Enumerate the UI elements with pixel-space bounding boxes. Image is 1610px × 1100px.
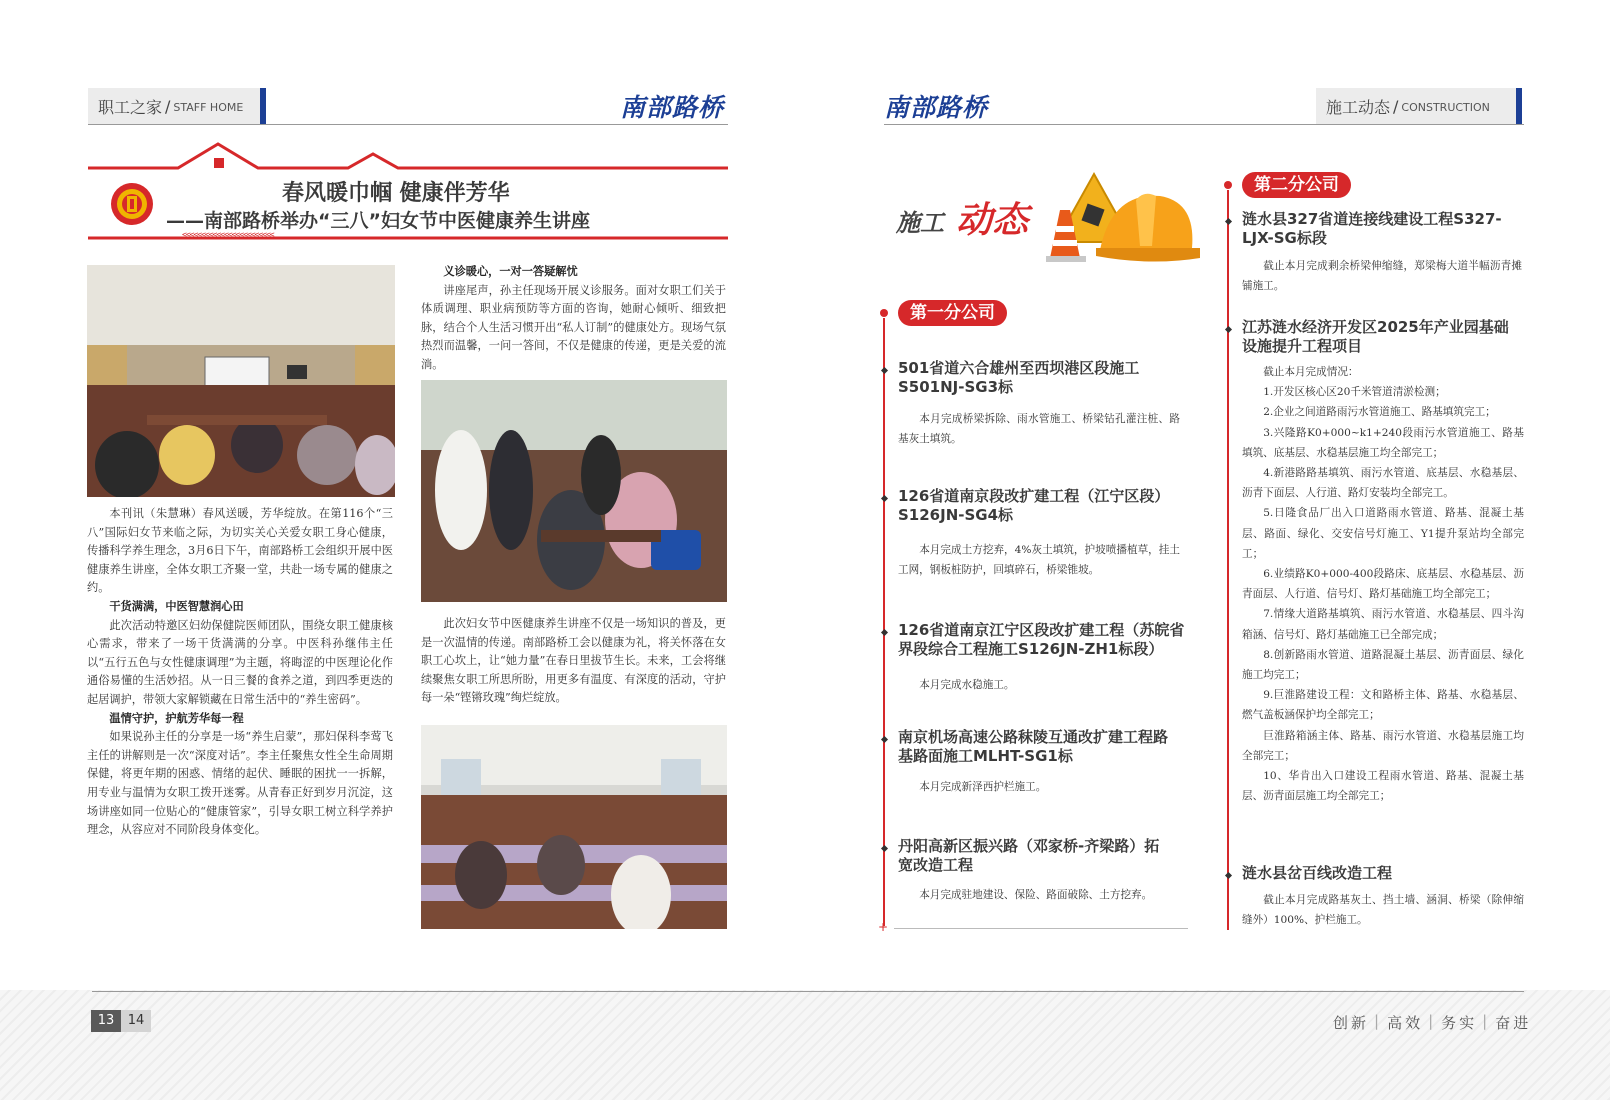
c1-project-4-text: 本月完成新泽西护栏施工。 <box>919 781 1047 793</box>
c2-project-2-body <box>1242 362 1524 806</box>
c1-project-5-text: 本月完成驻地建设、保险、路面破除、土方挖弃。 <box>919 889 1153 901</box>
banner-small-text: 施工 <box>896 208 944 237</box>
c1-project-1-title: 501省道六合雄州至西坝港区段施工S501NJ-SG3标 <box>898 359 1140 396</box>
company-2-label: 第二分公司 <box>1242 172 1351 198</box>
article-column-2-bottom <box>421 615 726 708</box>
article-column-1 <box>87 505 393 840</box>
paragraph-5: 此次妇女节中医健康养生讲座不仅是一场知识的普及，更是一次温情的传递。南部路桥工会以健康为礼，将关怀落在女职工心坎上，让“她力量”在春日里拔节生长。未来，工会将继续聚焦女职工所思所盼，用更多有温度、有深度的活动，守护每一朵“铿锵玫瑰”绚烂绽放。 <box>421 617 726 705</box>
c2-project-1-text: 截止本月完成剩余桥梁伸缩缝，郑梁梅大道半幅沥青摊铺施工。 <box>1242 260 1522 293</box>
c2-item: 8.创新路雨水管道、道路混凝土基层、沥青面层、绿化施工均完工； <box>1242 648 1524 682</box>
c2-item: 10、华肯出入口建设工程雨水管道、路基、混凝土基层、沥青面层施工均全部完工； <box>1242 770 1524 803</box>
c2-project-2-title: 江苏涟水经济开发区2025年产业园基础设施提升工程项目 <box>1242 318 1509 355</box>
footer-slogan <box>1333 1012 1531 1033</box>
photo-consultation <box>421 380 727 602</box>
slogan-divider: | <box>1428 1012 1437 1030</box>
slogan-word: 务实 <box>1441 1014 1478 1032</box>
c2-project-2-intro: 截止本月完成情况： <box>1263 366 1359 378</box>
header-rule-right <box>884 124 1524 125</box>
brand-logo-text: 南部路桥 <box>620 93 725 122</box>
header-rule <box>88 124 728 125</box>
company-1-label: 第一分公司 <box>898 300 1007 326</box>
article-subtitle: ——南部路桥举办“三八”妇女节中医健康养生讲座 <box>166 210 590 232</box>
chevron-ornament: <<<<<<<<<<<<<<<<<<<<<<<< <box>182 230 274 239</box>
c2-item: 5.日隆食品厂出入口道路雨水管道、路基、混凝土基层、路面、绿化、交安信号灯施工、Y1提升泵站均全部完工； <box>1242 507 1524 560</box>
paragraph-3: 如果说孙主任的分享是一场“养生启蒙”，那妇保科李莺飞主任的讲解则是一次“深度对话”。李主任聚焦女性全生命周期保健，将更年期的困惑、情绪的起伏、睡眠的困扰一一拆解，用专业与温情为女职工拨开迷雾。从青春正好到岁月沉淀，这场讲座如同一位贴心的“健康管家”，引导女职工树立科学养护理念，从容应对不同阶段身体变化。 <box>87 730 393 837</box>
slogan-word: 奋进 <box>1495 1014 1532 1032</box>
c2-item: 4.新港路路基填筑、雨污水管道、底基层、水稳基层、沥青下面层、人行道、路灯安装均全部完工。 <box>1242 467 1524 500</box>
section-tab-construction <box>1316 88 1522 124</box>
c2-item: 3.兴隆路K0+000~k1+240段雨污水管道施工、路基填筑、底基层、水稳基层施工均全部完工； <box>1242 426 1524 459</box>
timeline-line-2 <box>1227 190 1229 930</box>
banner-big-text: 动态 <box>956 200 1029 241</box>
timeline-dot-2 <box>1224 181 1232 189</box>
c2-project-3-title: 涟水县岔百线改造工程 <box>1242 864 1393 882</box>
tab-accent-right <box>1516 88 1522 124</box>
footer-background <box>0 990 1610 1100</box>
c1-project-3-text: 本月完成水稳施工。 <box>919 679 1015 691</box>
c2-item: 2.企业之间道路雨污水管道施工、路基填筑完工； <box>1263 406 1496 419</box>
timeline-dot-1 <box>880 309 888 317</box>
paragraph-4: 讲座尾声，孙主任现场开展义诊服务。面对女职工们关于体质调理、职业病预防等方面的咨询，她耐心倾听、细致把脉，结合个人生活习惯开出“私人订制”的健康处方。现场气氛热烈而温馨，一问一答间，不仅是健康的传递，更是关爱的流淌。 <box>421 283 726 371</box>
section-label-en: STAFF HOME <box>173 101 244 114</box>
c2-item: 7.情缘大道路基填筑、雨污水管道、水稳基层、四斗沟箱涵、信号灯、路灯基础施工已全部完成； <box>1242 608 1524 641</box>
subheading-1: 干货满满，中医智慧润心田 <box>109 599 244 613</box>
c2-project-3-text: 截止本月完成路基灰土、挡土墙、涵洞、桥梁（除伸缩缝外）100%、护栏施工。 <box>1242 894 1524 927</box>
section-label-zh: 职工之家 <box>98 97 163 117</box>
photo-lecture-hall <box>87 265 395 497</box>
c2-item: 巨淮路箱涵主体、路基、雨污水管道、水稳基层施工均全部完工； <box>1242 729 1524 762</box>
article-column-2-top <box>421 263 726 375</box>
section-label-sep: / <box>165 96 171 116</box>
article-title: 春风暖巾帼 健康伴芳华 <box>282 181 510 206</box>
c2-item: 1.开发区核心区20千米管道清淤检测； <box>1263 386 1446 399</box>
section-label-sep-right: / <box>1393 96 1399 116</box>
paragraph-intro: 本刊讯（朱慧琳）春风送暖，芳华绽放。在第116个“三八”国际妇女节来临之际，为切实关心关爱女职工身心健康，传播科学养生理念，3月6日下午，南部路桥工会组织开展中医健康养生讲座，全体女职工齐聚一堂，共赴一场专属的健康之约。 <box>87 507 393 595</box>
c1-project-2-text: 本月完成土方挖弃，4%灰土填筑，护坡喷播植草，挂土工网，钢板桩防护，回填碎石，桥梁锥坡。 <box>898 544 1180 577</box>
brand-logo-text-right: 南部路桥 <box>884 93 989 122</box>
construction-helmet-icon <box>1040 170 1200 270</box>
timeline-end-plus: + <box>878 920 889 934</box>
c2-project-1-title: 涟水县327省道连接线建设工程S327-LJX-SG标段 <box>1242 210 1502 247</box>
timeline-line-1 <box>883 318 885 926</box>
subheading-2: 温情守护，护航芳华每一程 <box>109 711 244 725</box>
c2-item: 9.巨淮路建设工程：文和路桥主体、路基、水稳基层、燃气盖板涵保护均全部完工； <box>1242 689 1524 722</box>
footer-rule <box>92 991 1524 992</box>
paragraph-2: 此次活动特邀区妇幼保健院医师团队，围绕女职工健康核心需求，带来了一场干货满满的分享。中医科孙继伟主任以“五行五色与女性健康调理”为主题，将晦涩的中医理论化作通俗易懂的生活妙招。从一日三餐的食养之道，到四季更迭的起居调护，带领大家解锁藏在日常生活中的“养生密码”。 <box>87 618 393 706</box>
section-label-en-right: CONSTRUCTION <box>1401 101 1490 114</box>
section-label-zh-right: 施工动态 <box>1326 97 1391 117</box>
page-number-right: 14 <box>121 1010 151 1032</box>
c1-project-1-text: 本月完成桥梁拆除、雨水管施工、桥梁钻孔灌注桩、路基灰土填筑。 <box>898 413 1180 446</box>
c1-project-2-title: 126省道南京段改扩建工程（江宁区段）S126JN-SG4标 <box>898 487 1170 524</box>
c1-project-3-title: 126省道南京江宁区段改扩建工程（苏皖省界段综合工程施工S126JN-ZH1标段） <box>898 621 1185 658</box>
slogan-divider: | <box>1482 1012 1491 1030</box>
photo-audience <box>421 725 727 929</box>
column-end-rule <box>894 928 1188 929</box>
slogan-word: 高效 <box>1387 1014 1424 1032</box>
slogan-divider: | <box>1374 1012 1383 1030</box>
house-icon <box>214 158 224 168</box>
c1-project-5-title: 丹阳高新区振兴路（邓家桥-齐梁路）拓宽改造工程 <box>898 837 1160 874</box>
c2-item: 6.业绩路K0+000-400段路床、底基层、水稳基层、沥青面层、人行道、信号灯、路灯基础施工均全部完工； <box>1242 568 1524 601</box>
tab-accent <box>260 88 266 124</box>
section-tab-staff-home <box>88 88 266 124</box>
union-logo-icon <box>110 182 154 226</box>
slogan-word: 创新 <box>1333 1014 1370 1032</box>
page-number-left: 13 <box>91 1010 121 1032</box>
c1-project-4-title: 南京机场高速公路秣陵互通改扩建工程路基路面施工MLHT-SG1标 <box>898 728 1169 765</box>
subheading-3: 义诊暖心，一对一答疑解忧 <box>443 265 578 278</box>
